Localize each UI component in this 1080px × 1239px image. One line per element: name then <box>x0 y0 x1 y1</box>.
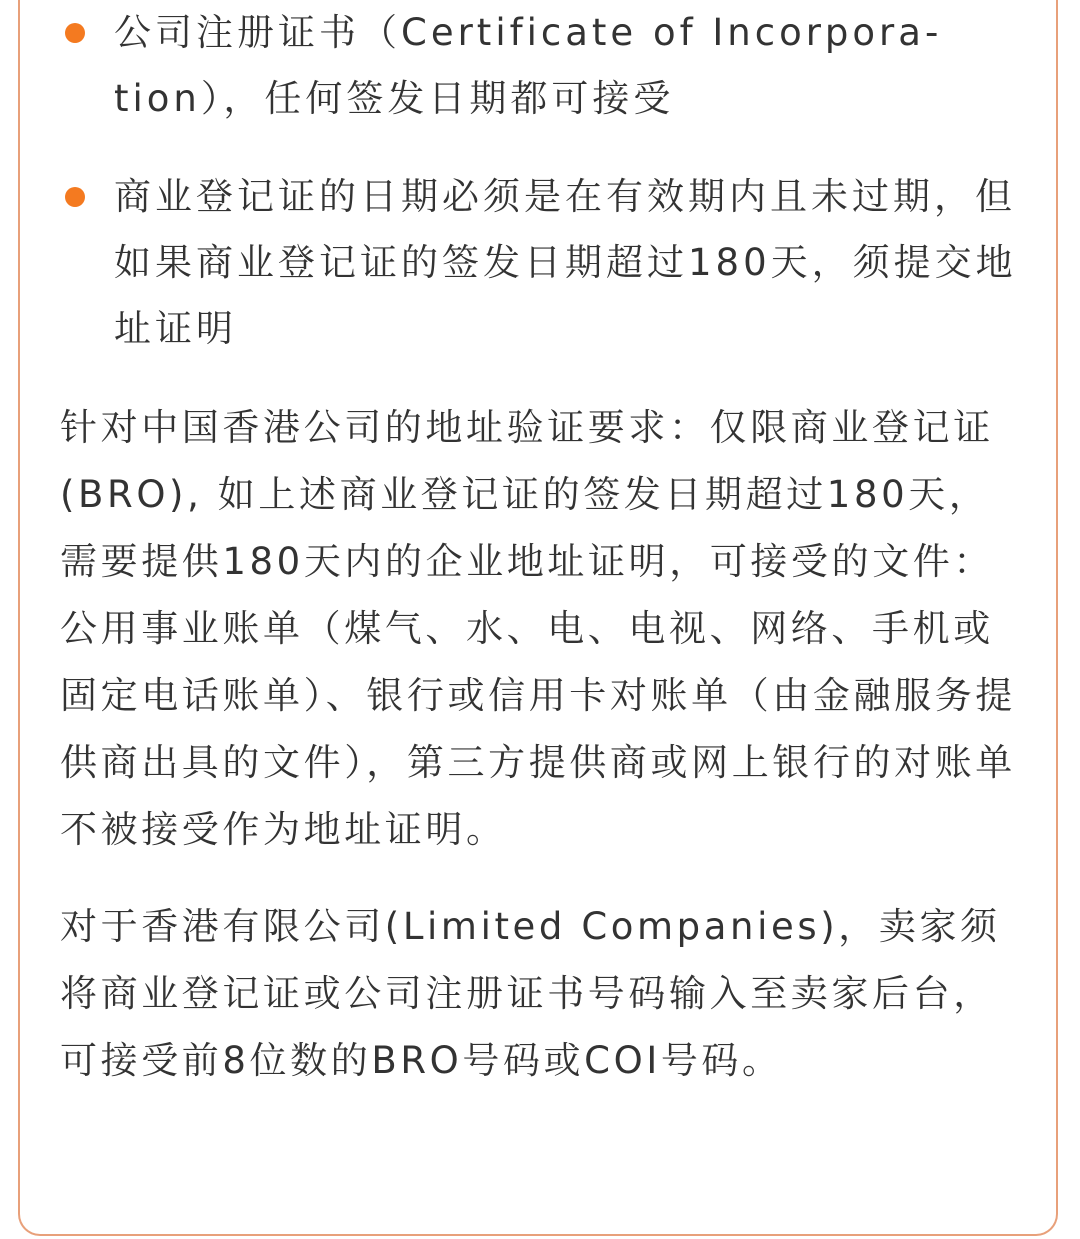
list-item-text: 公司注册证书（Certificate of Incorpora-tion），任何签发日期都可接受 <box>114 11 943 120</box>
list-item <box>60 0 1030 132</box>
orange-dot-icon <box>65 23 85 43</box>
content-body <box>60 0 1030 1124</box>
hk-limited-company-paragraph: 对于香港有限公司(Limited Companies)，卖家须将商业登记证或公司注册证书号码输入至卖家后台，可接受前8位数的BRO号码或COI号码。 <box>60 905 1001 1082</box>
list-item-text: 商业登记证的日期必须是在有效期内且未过期，但如果商业登记证的签发日期超过180天，须提交地址证明 <box>114 175 1017 350</box>
orange-dot-icon <box>65 187 85 207</box>
hk-address-verification-paragraph: 针对中国香港公司的地址验证要求：仅限商业登记证(BRO), 如上述商业登记证的签发日期超过180天，需要提供180天内的企业地址证明，可接受的文件：公用事业账单（煤气、水、电、电视、网络、手机或固定电话账单）、银行或信用卡对账单（由金融服务提供商出具的文件），第三方提供商或网上银行的对账单不被接受作为地址证明。 <box>60 406 1016 851</box>
content-card <box>18 0 1058 1236</box>
list-item <box>60 164 1030 362</box>
requirement-list <box>60 0 1030 362</box>
